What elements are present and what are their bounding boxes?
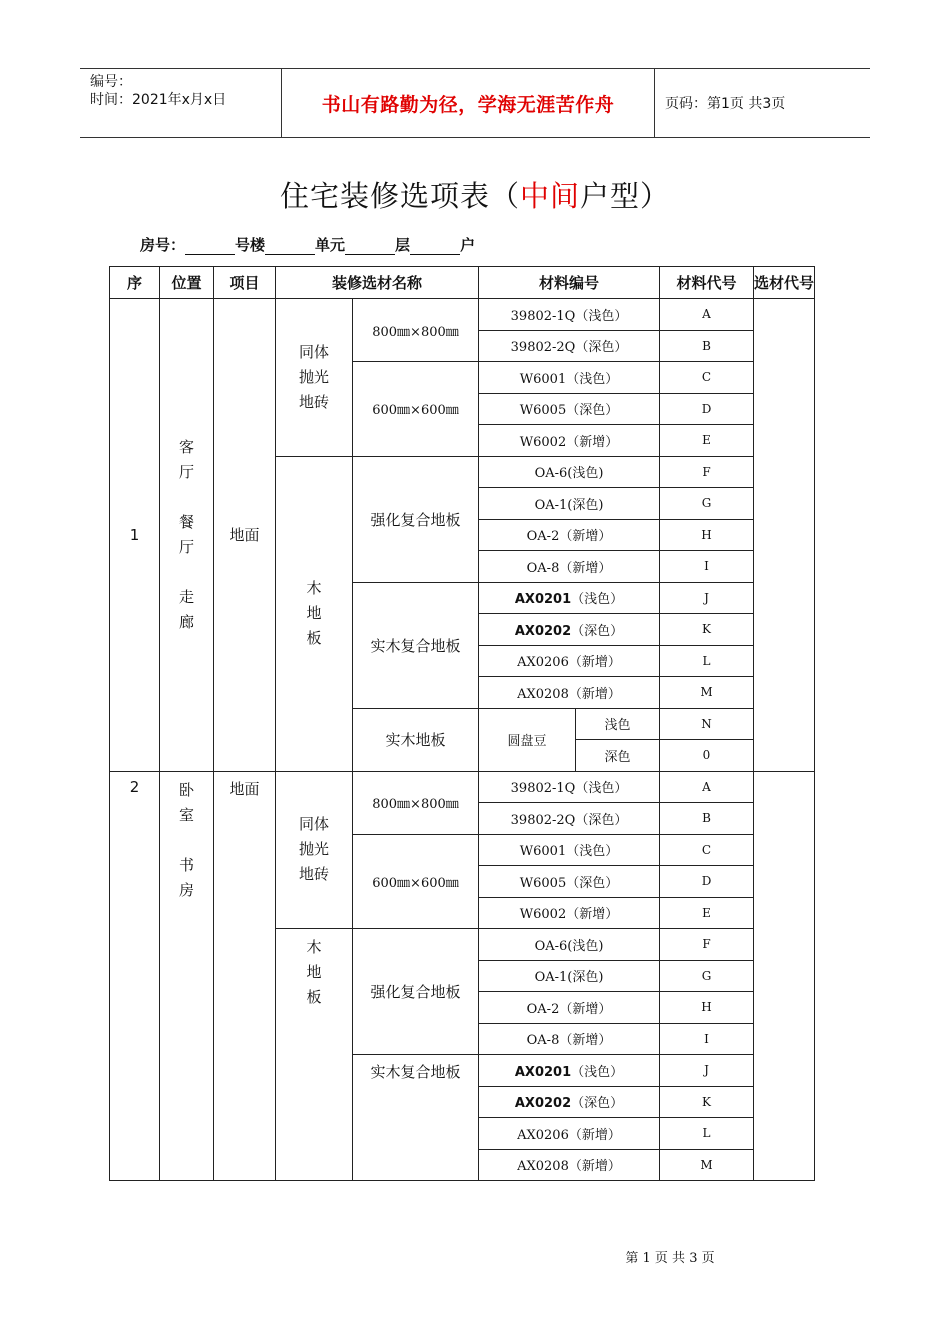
material-code: AX0206（新增） [479,1118,660,1150]
section-1-size-600: 600㎜×600㎜ [353,362,479,457]
material-code: OA-6(浅色) [479,929,660,961]
footer-page-number: 第 1 页 共 3 页 [625,1251,715,1266]
section-2-tile-name: 同体 抛光 地砖 [276,771,353,929]
section-2-laminate: 强化复合地板 [353,929,479,1055]
material-letter: K [660,1086,754,1118]
apartment-blank[interactable] [410,238,460,255]
section-1-engineered: 实木复合地板 [353,582,479,708]
material-letter: D [660,393,754,425]
material-code: OA-6(浅色) [479,456,660,488]
material-code: 39802-1Q（浅色） [479,771,660,803]
material-letter: B [660,330,754,362]
material-code-bold: AX0201 [514,592,572,608]
section-2-size-600: 600㎜×600㎜ [353,834,479,929]
material-letter: J [660,1055,754,1087]
material-code: OA-1(深色) [479,960,660,992]
material-code: W6005（深色） [479,393,660,425]
room-label: 房号： [140,236,186,254]
section-2-engineered: 实木复合地板 [353,1055,479,1181]
section-1-laminate: 强化复合地板 [353,456,479,582]
table-header-row [110,267,815,299]
material-letter: L [660,1118,754,1150]
material-code-rest: （浅色） [571,592,624,608]
material-letter: A [660,771,754,803]
section-1-wood-name: 木 地 板 [276,456,353,771]
material-letter: B [660,803,754,835]
unit-label: 单元 [315,236,346,254]
section-1-solid: 实木地板 [353,708,479,771]
material-code [479,1086,660,1118]
unit-blank[interactable] [265,238,315,255]
building-label: 号楼 [235,236,266,254]
material-code: OA-8（新增） [479,551,660,583]
section-2-wood-name: 木 地 板 [276,929,353,1181]
material-letter: H [660,992,754,1024]
material-code-rest: （浅色） [571,1064,624,1080]
material-code: 39802-2Q（深色） [479,803,660,835]
material-code: AX0208（新增） [479,677,660,709]
section-1-no: 1 [110,299,160,772]
title-highlight: 中间 [519,179,580,213]
header-material-code: 材料编号 [479,267,660,299]
building-blank[interactable] [185,238,235,255]
material-letter: M [660,1149,754,1181]
material-letter: A [660,299,754,331]
material-code: W6002（新增） [479,425,660,457]
material-code: W6005（深色） [479,866,660,898]
floor-label: 层 [395,236,411,254]
material-letter: E [660,425,754,457]
material-code-rest: （深色） [571,1096,624,1112]
material-letter: K [660,614,754,646]
material-code [479,614,660,646]
floor-blank[interactable] [345,238,395,255]
header-no: 序 [110,267,160,299]
material-code: 39802-2Q（深色） [479,330,660,362]
section-1-selected-code[interactable] [754,299,815,772]
section-1-item: 地面 [214,299,276,772]
material-code: OA-1(深色) [479,488,660,520]
section-1-location: 客 厅 餐 厅 走 廊 [160,299,214,772]
material-letter: J [660,582,754,614]
serial-label: 编号： [90,74,132,90]
material-code: 39802-1Q（浅色） [479,299,660,331]
title-tail: 户型） [580,179,671,213]
material-letter: D [660,866,754,898]
header-material-letter: 材料代号 [660,267,754,299]
header-location: 位置 [160,267,214,299]
section-1-tile-name: 同体 抛光 地砖 [276,299,353,457]
page-header [80,68,870,138]
material-code: 浅色 [576,708,660,740]
material-letter: I [660,551,754,583]
material-code: AX0206（新增） [479,645,660,677]
header-page-info: 页码：第1页 共3页 [665,96,786,112]
material-code: AX0208（新增） [479,1149,660,1181]
material-code-rest: （深色） [571,623,624,639]
section-2-location: 卧 室 书 房 [160,771,214,1181]
table-row [110,299,815,331]
material-code-bold: AX0202 [514,1096,572,1112]
material-letter: I [660,1023,754,1055]
material-code: OA-8（新增） [479,1023,660,1055]
material-code: W6002（新增） [479,897,660,929]
selection-table [109,266,815,1181]
page-footer [0,1247,950,1266]
header-motto: 书山有路勤为径，学海无涯苦作舟 [281,69,655,137]
room-number-line [140,234,475,255]
material-letter: F [660,456,754,488]
material-letter: F [660,929,754,961]
material-letter: C [660,362,754,394]
section-2-size-800: 800㎜×800㎜ [353,771,479,834]
material-letter: G [660,488,754,520]
material-code: OA-2（新增） [479,519,660,551]
header-meta [80,69,280,137]
material-letter: M [660,677,754,709]
header-selected-code: 选材代号 [754,267,815,299]
page-title [0,174,950,215]
table-row [110,771,815,803]
material-code [479,582,660,614]
header-item: 项目 [214,267,276,299]
material-letter: 0 [660,740,754,772]
material-letter: C [660,834,754,866]
material-code: OA-2（新增） [479,992,660,1024]
material-code: W6001（浅色） [479,834,660,866]
date-label: 时间：2021年x月x日 [90,92,227,108]
section-1-size-800: 800㎜×800㎜ [353,299,479,362]
material-code [479,1055,660,1087]
material-letter: L [660,645,754,677]
section-2-selected-code[interactable] [754,771,815,1181]
material-letter: H [660,519,754,551]
header-material-name: 装修选材名称 [276,267,479,299]
section-1-solid-model: 圆盘豆 [479,708,576,771]
material-letter: G [660,960,754,992]
material-code-bold: AX0201 [514,1064,572,1080]
apartment-label: 户 [460,236,476,254]
title-main: 住宅装修选项表（ [279,179,520,213]
material-code: W6001（浅色） [479,362,660,394]
material-code: 深色 [576,740,660,772]
material-letter: N [660,708,754,740]
material-code-bold: AX0202 [514,623,572,639]
section-2-no: 2 [110,771,160,1181]
material-letter: E [660,897,754,929]
section-2-item: 地面 [214,771,276,1181]
